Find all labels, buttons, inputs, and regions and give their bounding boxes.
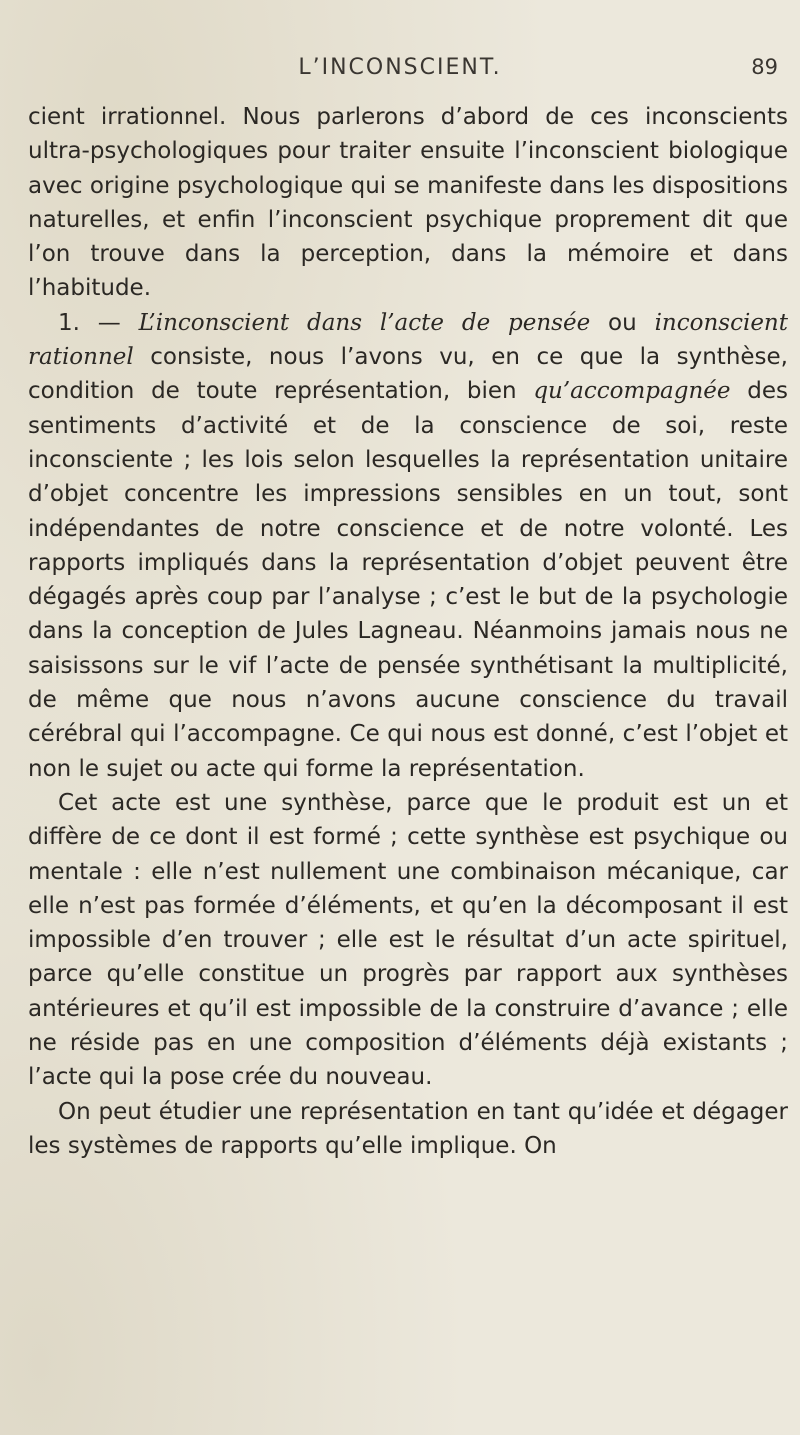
italic-term-accompagnee: qu’accompagnée (533, 378, 731, 405)
page-number: 89 (751, 55, 778, 79)
paragraph-2 (28, 306, 788, 786)
body-text (28, 100, 788, 1163)
paragraph-3: Cet acte est une synthèse, parce que le produit est un et diffère de ce dont il est formé ; cette synthèse est psychique ou mentale : elle n’est nullement une combinaison mécanique, car elle n’est pas formée d’éléments, et qu’en la décomposant il est impossible d’en trouver ; elle est le résultat d’un acte spirituel, parce qu’elle constitue un progrès par rapport aux synthèses antérieures et qu’il est impossible de la construire d’avance ; elle ne réside pas en une composition d’éléments déjà existants ; l’acte qui la pose crée du nouveau. (28, 789, 788, 1091)
running-head (0, 55, 800, 85)
paragraph-2-text-2: consiste, nous l’avons vu, en ce que la synthèse, condition de toute représentation, bien (28, 344, 788, 405)
paragraph-4: On peut étudier une représentation en tant qu’idée et dégager les systèmes de rapports qu’elle implique. On (28, 1098, 788, 1159)
italic-term-inconscient-rationnel: inconscient rationnel (28, 309, 788, 371)
section-number: 1. — (58, 309, 139, 336)
paragraph-2-text-1: ou (590, 309, 655, 336)
paragraph-2-text-3: des sentiments d’activité et de la conscience de soi, reste inconsciente ; les lois selon lesquelles la représentation unitaire d’objet concentre les impressions sensibles en un tout, sont indépendantes de notre conscience et de notre volonté. Les rapports impliqués dans la représentation d’objet peuvent être dégagés après coup par l’analyse ; c’est le but de la psychologie dans la conception de Jules Lagneau. Néanmoins jamais nous ne saisissons sur le vif l’acte de pensée synthétisant la multiplicité, de même que nous n’avons aucune conscience du travail cérébral qui l’accompagne. Ce qui nous est donné, c’est l’objet et non le sujet ou acte qui forme la représentation. (28, 378, 788, 782)
running-title: L’INCONSCIENT. (298, 55, 502, 80)
italic-term-inconscient-acte-pensee: L’inconscient dans l’acte de pensée (138, 309, 591, 336)
paragraph-1: cient irrationnel. Nous parlerons d’abord de ces inconscients ultra-psychologiques pour traiter ensuite l’inconscient biologique avec origine psychologique qui se manifeste dans les dispositions naturelles, et enfin l’inconscient psychique proprement dit que l’on trouve dans la perception, dans la mémoire et dans l’habitude. (28, 104, 788, 302)
